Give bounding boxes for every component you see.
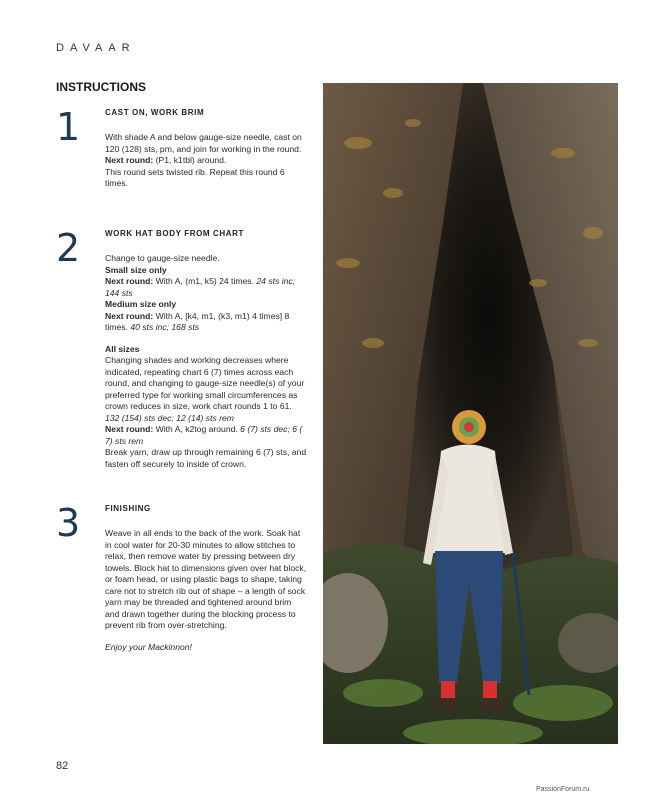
round-instruction: With A, k2tog around.	[153, 424, 241, 434]
instruction-paragraph	[105, 528, 308, 632]
step-body	[105, 229, 308, 470]
step-heading: CAST ON, WORK BRIM	[105, 108, 205, 117]
paragraph-gap	[105, 632, 308, 642]
step-number: 2	[56, 226, 81, 270]
step-heading: WORK HAT BODY FROM CHART	[105, 229, 244, 238]
instruction-paragraph	[105, 447, 308, 470]
instruction-paragraph	[105, 167, 308, 190]
book-header: DAVAAR	[56, 42, 136, 54]
page-number: 82	[56, 760, 69, 772]
step-3	[56, 501, 316, 684]
step-heading: FINISHING	[105, 504, 151, 513]
size-heading: Small size only	[105, 264, 167, 275]
stitch-count: 6 (7) sts dec; 6 ( 7) sts rem	[105, 424, 303, 446]
paragraph-text: Change to gauge-size needle.	[105, 253, 220, 263]
instruction-paragraph	[105, 311, 308, 334]
size-heading: All sizes	[105, 343, 140, 354]
paragraph-text: Weave in all ends to the back of the work. Soak hat in cool water for 20-30 minutes to allow stitches to relax, then remove water by pressing between dry towels. Block hat to dimensions given over hat block, or foam head, or using plastic bags to shape, taking care not to stretch rib out of shape – a length of sock yarn may be threaded and tightened around brim and drawn together during the blocking process to prevent rib from over-stretching.	[105, 528, 307, 630]
step-paragraphs	[105, 253, 308, 470]
instruction-paragraph	[105, 276, 308, 299]
instruction-paragraph	[105, 253, 308, 265]
paragraph-gap	[105, 334, 308, 344]
size-heading: Medium size only	[105, 299, 177, 309]
round-label: Next round:	[105, 424, 154, 434]
closing-note: Enjoy your Mackinnon!	[105, 641, 192, 652]
paragraph-text: Changing shades and working decreases where indicated, repeating chart 6 (7) times across each round, and changing to gauge-size needle(s) of your preferred type for working small circumferences as crown reduces in size, work chart rounds 1 to 61.	[105, 355, 305, 411]
paragraph-text: This round sets twisted rib. Repeat this round 6 times.	[105, 166, 285, 188]
instruction-paragraph	[105, 424, 308, 447]
watermark: PassionForum.ru	[536, 786, 590, 793]
step-paragraphs	[105, 528, 308, 653]
step-paragraphs	[105, 132, 308, 190]
stitch-count: 40 sts inc; 168 sts	[130, 322, 200, 332]
instruction-paragraph	[105, 642, 308, 654]
paragraph-text: Break yarn, draw up through remaining 6 (7) sts, and fasten off securely to inside of crown.	[105, 447, 307, 469]
stitch-count: 132 (154) sts dec; 12 (14) sts rem	[105, 412, 234, 423]
step-body	[105, 504, 308, 653]
step-number: 3	[56, 501, 81, 545]
instruction-paragraph	[105, 355, 308, 424]
photo-illustration	[323, 83, 618, 744]
step-1	[56, 105, 316, 218]
round-instruction: With A, (m1, k5) 24 times.	[153, 276, 257, 286]
instruction-paragraph	[105, 344, 308, 356]
instruction-paragraph	[105, 265, 308, 277]
paragraph-text: With shade A and below gauge-size needle, cast on 120 (128) sts, pm, and join for working in the round.	[105, 132, 302, 154]
step-body	[105, 108, 308, 190]
round-instruction: (P1, k1tbl) around.	[153, 155, 227, 165]
stitch-count: 24 sts inc; 144 sts	[105, 276, 296, 298]
round-instruction: With A, [k4, m1, (k3, m1) 4 times] 8 times.	[105, 310, 290, 332]
instruction-paragraph	[105, 155, 308, 167]
page-title: INSTRUCTIONS	[56, 80, 146, 94]
round-label: Next round:	[105, 155, 154, 165]
round-label: Next round:	[105, 310, 154, 321]
instruction-paragraph	[105, 299, 308, 311]
step-number: 1	[56, 105, 81, 149]
step-2	[56, 226, 316, 499]
instruction-paragraph	[105, 132, 308, 155]
hiker-cave-photo	[323, 83, 618, 744]
round-label: Next round:	[105, 276, 154, 286]
